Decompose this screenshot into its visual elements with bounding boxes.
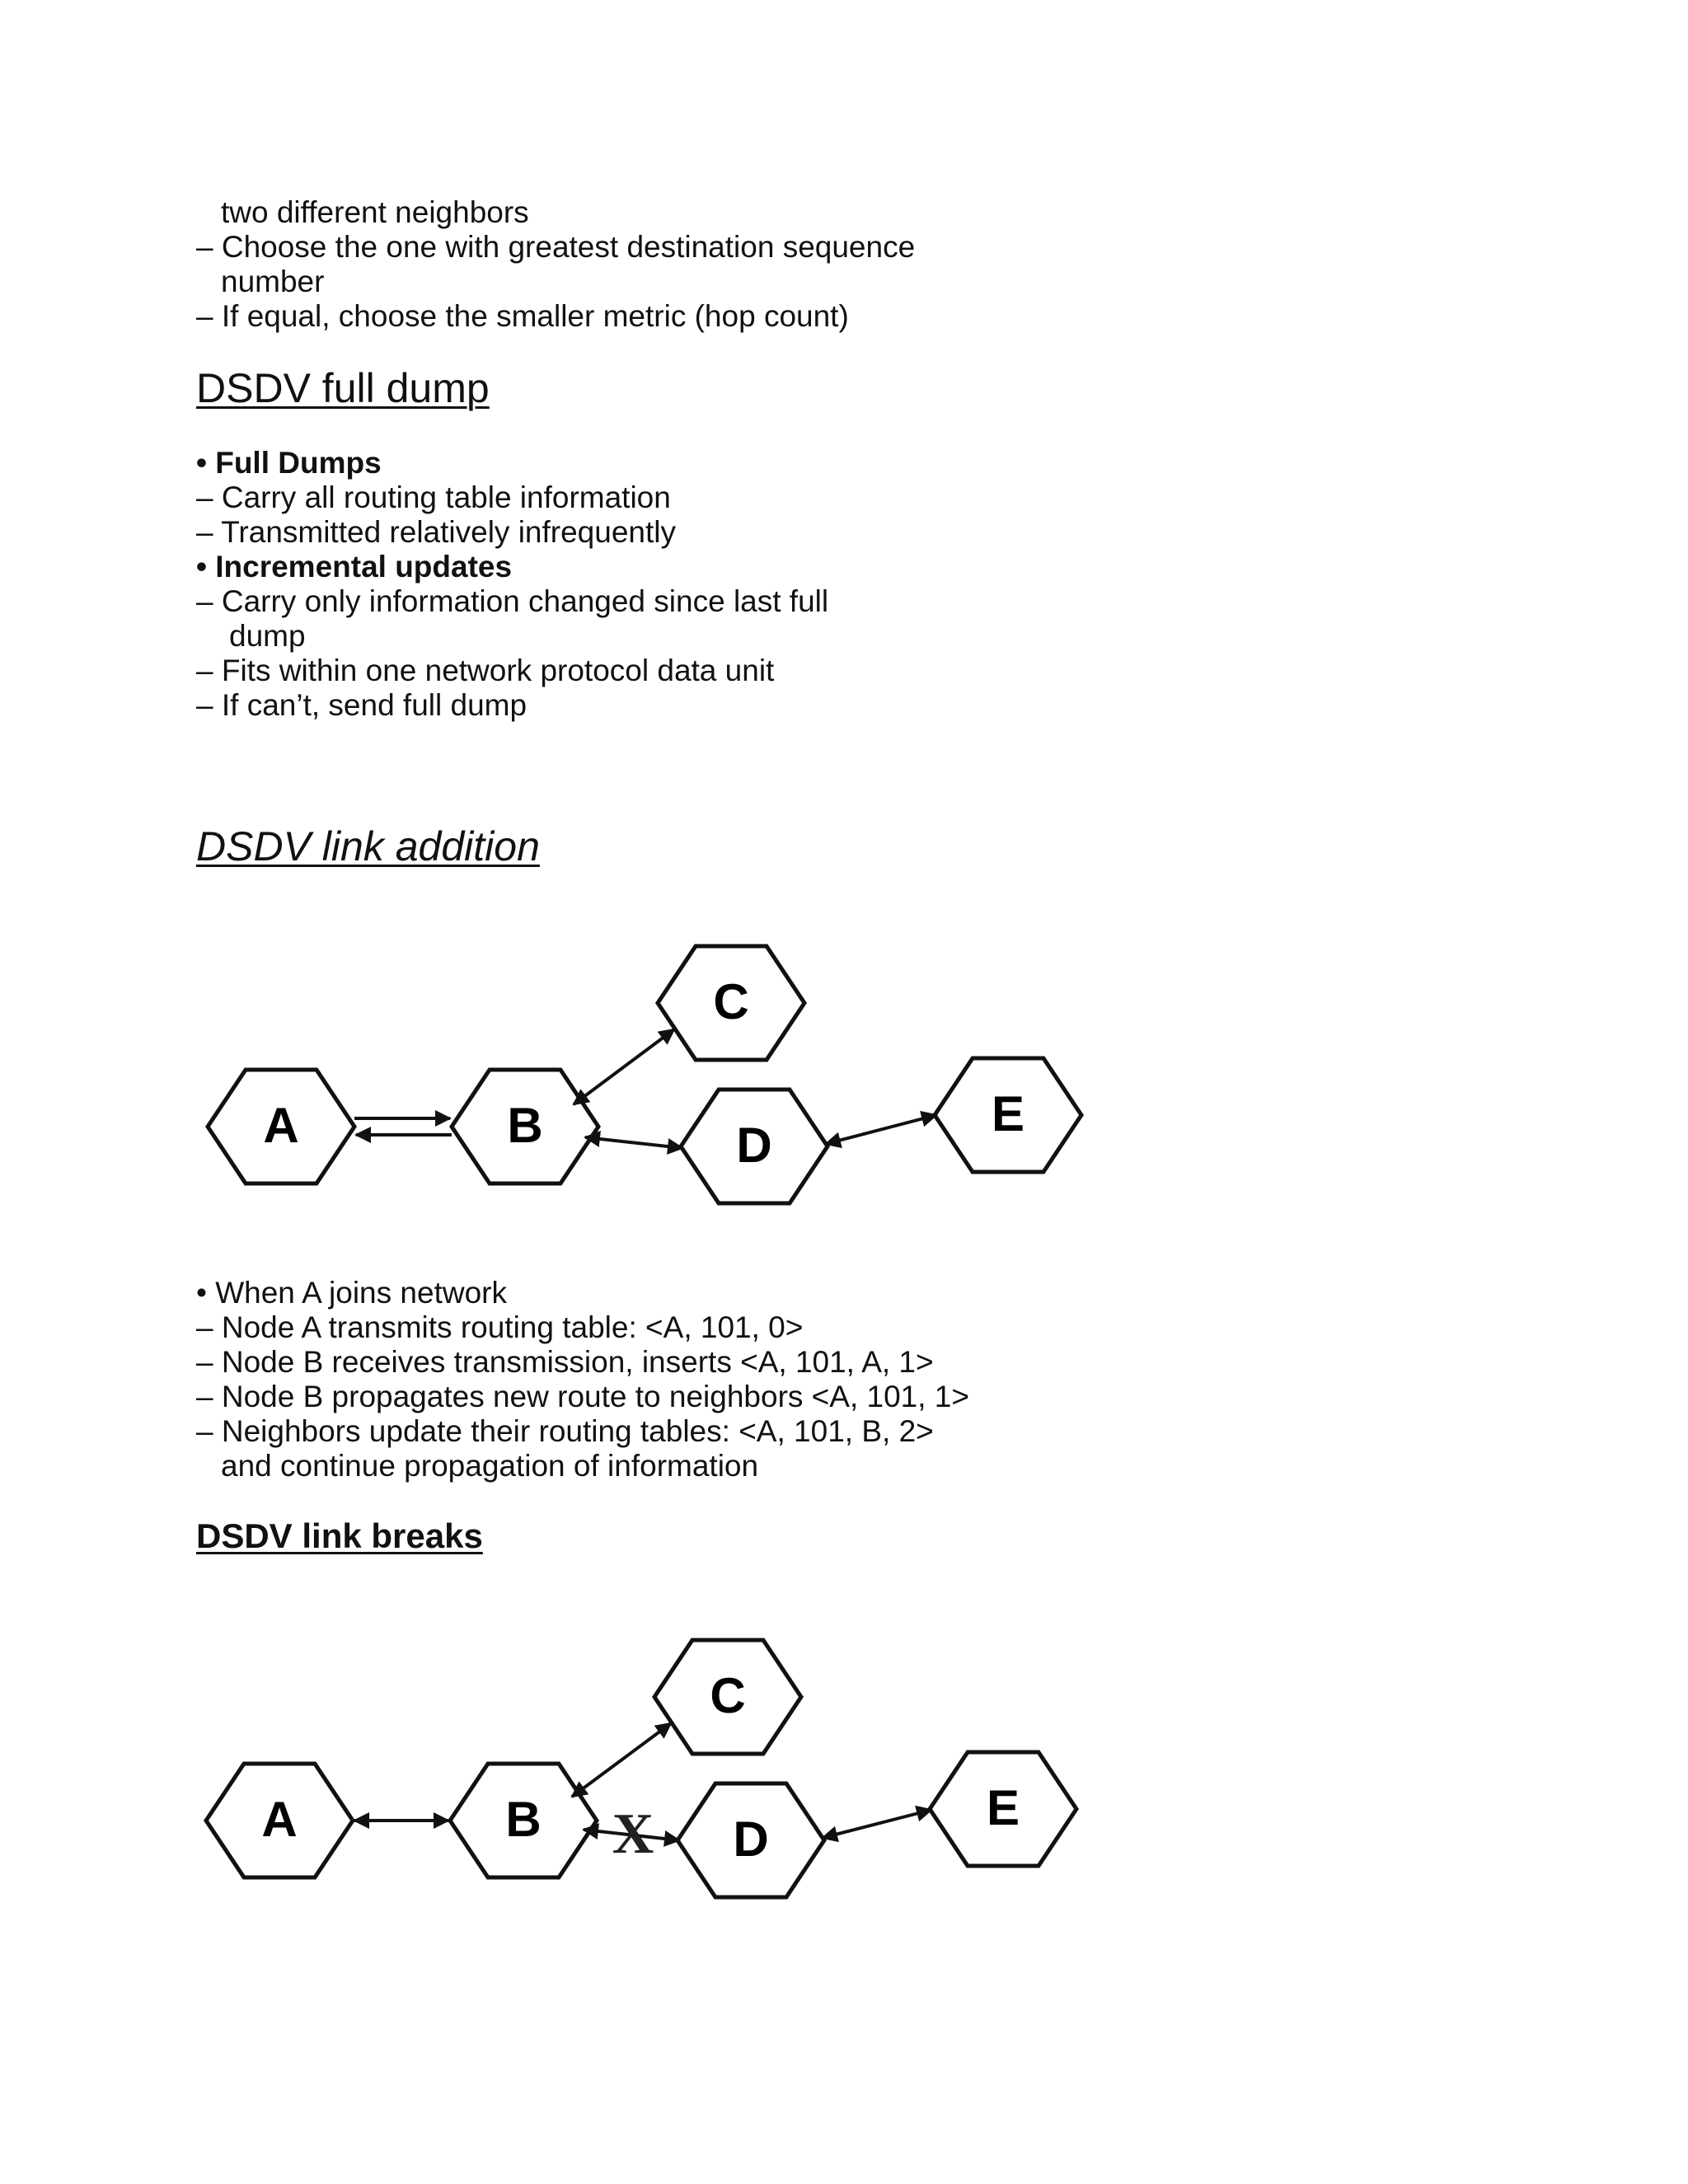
diagram2-node-a-label: A bbox=[261, 1791, 298, 1847]
incremental-sub-1-cont: dump bbox=[229, 619, 306, 653]
diagram2-node-d bbox=[678, 1783, 824, 1897]
diagram2-node-b bbox=[450, 1764, 597, 1877]
diagram2-node-d-label: D bbox=[733, 1811, 769, 1867]
link-addition-line-6: and continue propagation of information bbox=[221, 1449, 759, 1483]
diagram1-node-a-label: A bbox=[263, 1097, 299, 1153]
bullet-full-dumps: • Full Dumps bbox=[196, 446, 382, 480]
diagram2-edge-d-e bbox=[823, 1810, 931, 1838]
diagram2-node-e bbox=[930, 1752, 1076, 1866]
diagram1-node-e-label: E bbox=[991, 1085, 1025, 1141]
diagram1-node-d bbox=[681, 1090, 828, 1203]
link-addition-line-2: – Node A transmits routing table: <A, 101, 0> bbox=[196, 1310, 804, 1344]
link-addition-line-3: – Node B receives transmission, inserts <A, 101, A, 1> bbox=[196, 1345, 934, 1379]
intro-line-2: – Choose the one with greatest destination sequence bbox=[196, 230, 916, 264]
diagram2-node-a bbox=[206, 1764, 353, 1877]
diagram1-edge-d-e bbox=[826, 1115, 936, 1144]
link-addition-line-5: – Neighbors update their routing tables: <A, 101, B, 2> bbox=[196, 1414, 934, 1448]
link-breaks-diagram bbox=[206, 1640, 1076, 1897]
diagram1-node-c-label: C bbox=[713, 973, 749, 1029]
diagram1-node-b-label: B bbox=[507, 1097, 543, 1153]
diagram1-edge-b-d bbox=[585, 1137, 682, 1148]
intro-line-4: – If equal, choose the smaller metric (hop count) bbox=[196, 299, 849, 333]
diagram2-edge-b-c bbox=[572, 1723, 671, 1797]
incremental-sub-2: – Fits within one network protocol data unit bbox=[196, 654, 775, 687]
bullet-incremental-updates: • Incremental updates bbox=[196, 550, 513, 583]
diagram2-node-c-label: C bbox=[710, 1667, 746, 1723]
heading-link-addition: DSDV link addition bbox=[196, 823, 540, 869]
full-dumps-sub-2: – Transmitted relatively infrequently bbox=[196, 515, 676, 549]
diagram1-node-d-label: D bbox=[736, 1117, 772, 1173]
diagram2-node-e-label: E bbox=[986, 1779, 1020, 1835]
intro-line-1: two different neighbors bbox=[221, 195, 529, 229]
diagram1-node-b bbox=[452, 1070, 598, 1183]
diagram2-node-b-label: B bbox=[505, 1791, 542, 1847]
diagram1-node-a bbox=[208, 1070, 354, 1183]
incremental-sub-3: – If can’t, send full dump bbox=[196, 688, 528, 722]
diagram1-node-e bbox=[935, 1058, 1081, 1172]
link-addition-diagram bbox=[208, 946, 1081, 1203]
full-dumps-sub-1: – Carry all routing table information bbox=[196, 480, 671, 514]
link-addition-line-1: • When A joins network bbox=[196, 1276, 507, 1310]
diagram1-node-c bbox=[658, 946, 804, 1060]
link-break-x-mark: X bbox=[612, 1802, 654, 1866]
heading-full-dump: DSDV full dump bbox=[196, 365, 490, 411]
diagram1-edge-b-c bbox=[574, 1029, 674, 1104]
link-addition-line-4: – Node B propagates new route to neighbors <A, 101, 1> bbox=[196, 1380, 969, 1413]
intro-line-3: number bbox=[221, 265, 325, 298]
heading-link-breaks: DSDV link breaks bbox=[196, 1516, 483, 1555]
diagram2-node-c bbox=[654, 1640, 801, 1754]
incremental-sub-1: – Carry only information changed since last full bbox=[196, 584, 829, 618]
